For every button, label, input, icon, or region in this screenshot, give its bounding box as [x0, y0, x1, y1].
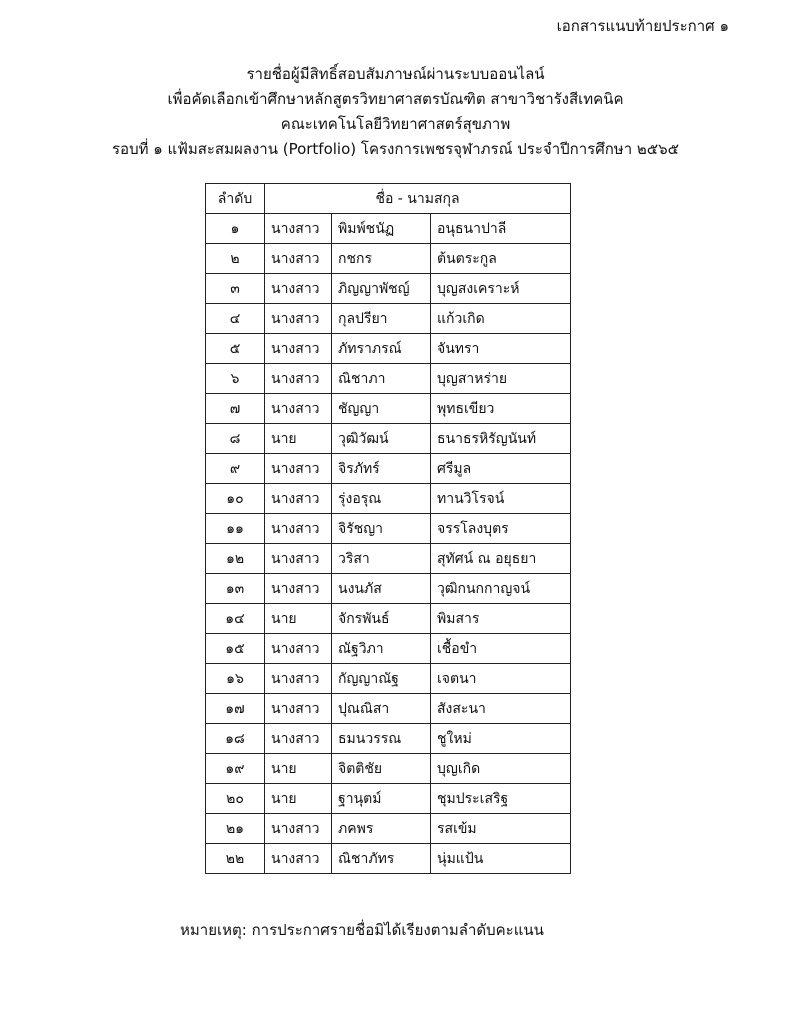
- row-last-name: สังสะนา: [431, 694, 571, 724]
- row-number: ๑๕: [206, 634, 265, 664]
- heading-line-1: รายชื่อผู้มีสิทธิ์สอบสัมภาษณ์ผ่านระบบออนไลน์: [246, 65, 545, 83]
- row-last-name: บุญสาหร่าย: [431, 364, 571, 394]
- row-number: ๑๗: [206, 694, 265, 724]
- row-title: นางสาว: [265, 814, 332, 844]
- row-title: นางสาว: [265, 574, 332, 604]
- row-last-name: ต้นตระกูล: [431, 244, 571, 274]
- row-first-name: ณิชาภัทร: [332, 844, 431, 874]
- row-title: นาย: [265, 754, 332, 784]
- table-row: [206, 574, 571, 604]
- row-number: ๒: [206, 244, 265, 274]
- row-last-name: ทานวิโรจน์: [431, 484, 571, 514]
- row-title: นางสาว: [265, 514, 332, 544]
- row-last-name: พิมสาร: [431, 604, 571, 634]
- row-title: นางสาว: [265, 334, 332, 364]
- row-last-name: ชูใหม่: [431, 724, 571, 754]
- table-row: [206, 604, 571, 634]
- row-first-name: ภัทราภรณ์: [332, 334, 431, 364]
- row-title: นางสาว: [265, 454, 332, 484]
- row-number: ๑๑: [206, 514, 265, 544]
- row-last-name: วุฒิกนกกาญจน์: [431, 574, 571, 604]
- table-row: [206, 814, 571, 844]
- row-title: นางสาว: [265, 244, 332, 274]
- row-title: นางสาว: [265, 394, 332, 424]
- row-first-name: ณัฐวิภา: [332, 634, 431, 664]
- row-last-name: ธนาธรหิรัญนันท์: [431, 424, 571, 454]
- row-title: นางสาว: [265, 664, 332, 694]
- row-number: ๑๘: [206, 724, 265, 754]
- row-first-name: พิมพ์ชนัฏ: [332, 214, 431, 244]
- document-heading: [0, 62, 791, 162]
- row-title: นางสาว: [265, 694, 332, 724]
- table-row: [206, 844, 571, 874]
- table-row: [206, 214, 571, 244]
- row-number: ๒๐: [206, 784, 265, 814]
- heading-line-3: คณะเทคโนโลยีวิทยาศาสตร์สุขภาพ: [280, 115, 511, 133]
- row-first-name: จักรพันธ์: [332, 604, 431, 634]
- table-row: [206, 754, 571, 784]
- row-title: นาย: [265, 784, 332, 814]
- header-name: ชื่อ - นามสกุล: [265, 184, 571, 214]
- row-number: ๓: [206, 274, 265, 304]
- table-row: [206, 514, 571, 544]
- table-row: [206, 274, 571, 304]
- table-body: [206, 214, 571, 874]
- table-row: [206, 634, 571, 664]
- row-first-name: จิรภัทร์: [332, 454, 431, 484]
- row-first-name: จิรัชญา: [332, 514, 431, 544]
- row-last-name: รสเข้ม: [431, 814, 571, 844]
- row-number: ๑๓: [206, 574, 265, 604]
- table-row: [206, 784, 571, 814]
- table-row: [206, 724, 571, 754]
- heading-line-2: เพื่อคัดเลือกเข้าศึกษาหลักสูตรวิทยาศาสตรบัณฑิต สาขาวิชารังสีเทคนิค: [167, 90, 624, 108]
- row-last-name: ชุมประเสริฐ: [431, 784, 571, 814]
- row-number: ๒๒: [206, 844, 265, 874]
- table-row: [206, 664, 571, 694]
- row-first-name: ภคพร: [332, 814, 431, 844]
- row-title: นางสาว: [265, 844, 332, 874]
- row-number: ๖: [206, 364, 265, 394]
- row-first-name: กุลปรียา: [332, 304, 431, 334]
- row-last-name: สุทัศน์ ณ อยุธยา: [431, 544, 571, 574]
- table-row: [206, 334, 571, 364]
- table-row: [206, 244, 571, 274]
- row-last-name: จันทรา: [431, 334, 571, 364]
- row-number: ๕: [206, 334, 265, 364]
- row-number: ๘: [206, 424, 265, 454]
- row-last-name: พุทธเขียว: [431, 394, 571, 424]
- row-last-name: แก้วเกิด: [431, 304, 571, 334]
- row-last-name: บุญสงเคราะห์: [431, 274, 571, 304]
- row-number: ๑๒: [206, 544, 265, 574]
- table-row: [206, 364, 571, 394]
- table-row: [206, 454, 571, 484]
- row-first-name: กัญญาณัฐ: [332, 664, 431, 694]
- row-first-name: ฐานุตม์: [332, 784, 431, 814]
- attachment-label: เอกสารแนบท้ายประกาศ ๑: [556, 17, 729, 35]
- row-number: ๒๑: [206, 814, 265, 844]
- row-number: ๔: [206, 304, 265, 334]
- row-title: นางสาว: [265, 364, 332, 394]
- row-first-name: ปุณณิสา: [332, 694, 431, 724]
- row-title: นางสาว: [265, 544, 332, 574]
- row-title: นางสาว: [265, 214, 332, 244]
- row-first-name: ภิญญาพัชญ์: [332, 274, 431, 304]
- row-first-name: ธมนวรรณ: [332, 724, 431, 754]
- header-order: ลำดับ: [206, 184, 265, 214]
- row-last-name: ศรีมูล: [431, 454, 571, 484]
- row-title: นางสาว: [265, 304, 332, 334]
- row-last-name: อนุธนาปาลี: [431, 214, 571, 244]
- footnote: หมายเหตุ: การประกาศรายชื่อมิได้เรียงตามลำดับคะแนน: [180, 921, 544, 939]
- table-row: [206, 394, 571, 424]
- row-first-name: ณิชาภา: [332, 364, 431, 394]
- row-number: ๑๐: [206, 484, 265, 514]
- row-last-name: นุ่มแป้น: [431, 844, 571, 874]
- row-first-name: กชกร: [332, 244, 431, 274]
- row-title: นาย: [265, 424, 332, 454]
- row-number: ๑๙: [206, 754, 265, 784]
- table-row: [206, 484, 571, 514]
- row-last-name: บุญเกิด: [431, 754, 571, 784]
- row-number: ๑๔: [206, 604, 265, 634]
- table-row: [206, 424, 571, 454]
- table-row: [206, 304, 571, 334]
- row-title: นาย: [265, 604, 332, 634]
- row-first-name: วริสา: [332, 544, 431, 574]
- candidate-table: [205, 183, 571, 874]
- row-number: ๙: [206, 454, 265, 484]
- heading-line-4: รอบที่ ๑ แฟ้มสะสมผลงาน (Portfolio) โครงการเพชรจุฬาภรณ์ ประจำปีการศึกษา ๒๕๖๕: [112, 140, 679, 158]
- row-first-name: นงนภัส: [332, 574, 431, 604]
- row-title: นางสาว: [265, 724, 332, 754]
- row-last-name: จรรโลงบุตร: [431, 514, 571, 544]
- row-first-name: รุ่งอรุณ: [332, 484, 431, 514]
- row-last-name: เชื้อขำ: [431, 634, 571, 664]
- table-row: [206, 544, 571, 574]
- row-title: นางสาว: [265, 484, 332, 514]
- row-title: นางสาว: [265, 274, 332, 304]
- table-row: [206, 694, 571, 724]
- row-first-name: วุฒิวัฒน์: [332, 424, 431, 454]
- row-last-name: เจตนา: [431, 664, 571, 694]
- row-number: ๑: [206, 214, 265, 244]
- row-number: ๗: [206, 394, 265, 424]
- row-first-name: ชัญญา: [332, 394, 431, 424]
- row-title: นางสาว: [265, 634, 332, 664]
- row-first-name: จิตติชัย: [332, 754, 431, 784]
- table-header-row: [206, 184, 571, 214]
- row-number: ๑๖: [206, 664, 265, 694]
